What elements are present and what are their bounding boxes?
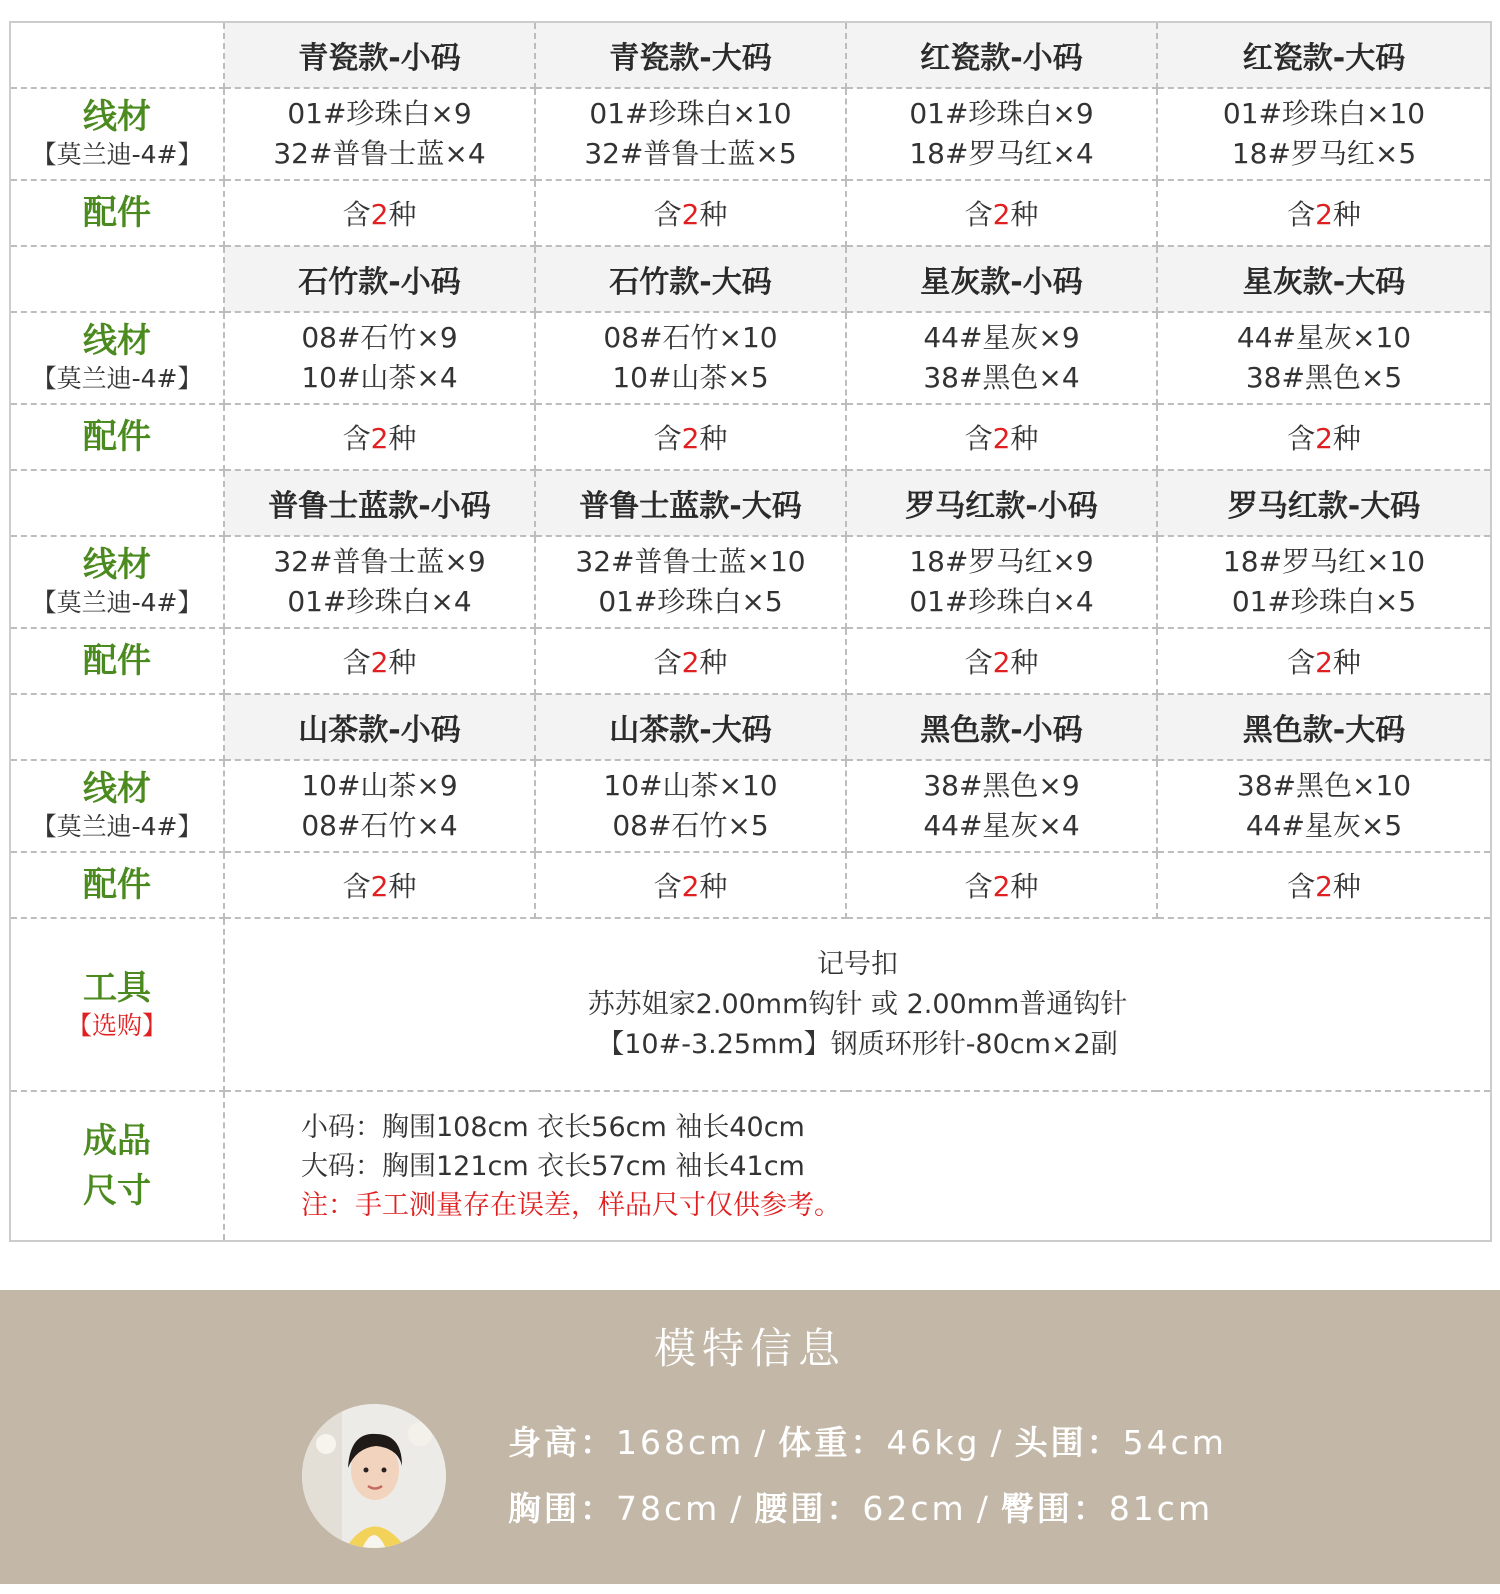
- accessory-value-cell: [1157, 852, 1491, 918]
- yarn-value-cell: [1157, 312, 1491, 404]
- accessory-prefix: 含: [653, 422, 682, 455]
- accessory-count: 2: [370, 646, 389, 679]
- accessory-count: 2: [681, 198, 700, 231]
- variant-header: 山茶款-小码: [224, 694, 535, 760]
- variant-header: 红瓷款-大码: [1157, 22, 1491, 88]
- yarn-line: 08#石竹×9: [301, 321, 458, 354]
- yarn-label: 线材: [83, 545, 151, 585]
- accessory-prefix: 含: [653, 646, 682, 679]
- yarn-value-cell: [846, 312, 1157, 404]
- stat-value: 81cm: [1108, 1489, 1214, 1528]
- yarn-row: [10, 760, 1491, 852]
- header-row: [10, 470, 1491, 536]
- yarn-line: 18#罗马红×4: [909, 137, 1094, 170]
- yarn-line: 10#山茶×10: [603, 769, 778, 802]
- yarn-label: 线材: [83, 97, 151, 137]
- accessory-count: 2: [370, 870, 389, 903]
- variant-header: 星灰款-小码: [846, 246, 1157, 312]
- yarn-line: 01#珍珠白×4: [287, 585, 472, 618]
- yarn-line: 38#黑色×5: [1245, 361, 1403, 394]
- yarn-line: 08#石竹×5: [612, 809, 769, 842]
- accessory-value-cell: [535, 180, 846, 246]
- stat-value: 46kg: [886, 1423, 981, 1462]
- accessory-count: 2: [1315, 870, 1333, 903]
- stat-key: 臀围：: [1000, 1489, 1109, 1528]
- stat-key: 腰围：: [754, 1489, 863, 1528]
- header-blank-cell: [10, 246, 224, 312]
- accessory-suffix: 种: [1332, 422, 1361, 455]
- variant-header: 石竹款-小码: [224, 246, 535, 312]
- accessory-count: 2: [992, 198, 1011, 231]
- yarn-line: 01#珍珠白×4: [909, 585, 1094, 618]
- accessory-label-cell: [10, 628, 224, 694]
- yarn-line: 01#珍珠白×9: [909, 97, 1094, 130]
- variant-header: 山茶款-大码: [535, 694, 846, 760]
- yarn-line: 18#罗马红×10: [1222, 545, 1426, 578]
- accessory-suffix: 种: [1010, 422, 1039, 455]
- accessory-value-cell: [1157, 180, 1491, 246]
- accessory-prefix: 含: [342, 198, 371, 231]
- accessory-value-cell: [224, 404, 535, 470]
- yarn-row: [10, 536, 1491, 628]
- accessory-count: 2: [681, 422, 700, 455]
- stat-separator: /: [976, 1489, 991, 1528]
- yarn-value-cell: [846, 536, 1157, 628]
- yarn-line: 01#珍珠白×5: [1231, 585, 1417, 618]
- accessory-prefix: 含: [964, 422, 993, 455]
- yarn-line: 44#星灰×4: [923, 809, 1080, 842]
- yarn-line: 32#普鲁士蓝×5: [584, 137, 797, 170]
- accessory-count: 2: [1315, 646, 1333, 679]
- tools-line: 苏苏姐家2.00mm钩针 或 2.00mm普通钩针: [587, 988, 1128, 1020]
- accessory-suffix: 种: [1010, 646, 1039, 679]
- yarn-line: 32#普鲁士蓝×9: [273, 545, 486, 578]
- accessory-label-cell: [10, 180, 224, 246]
- yarn-line: 10#山茶×4: [301, 361, 458, 394]
- accessory-label: 配件: [83, 865, 151, 905]
- variant-header: 星灰款-大码: [1157, 246, 1491, 312]
- yarn-value-cell: [846, 88, 1157, 180]
- accessory-value-cell: [846, 404, 1157, 470]
- accessory-suffix: 种: [1010, 198, 1039, 231]
- tools-line: 【10#-3.25mm】钢质环形针-80cm×2副: [597, 1028, 1118, 1060]
- yarn-value-cell: [1157, 88, 1491, 180]
- model-stats-row-1: [508, 1410, 1227, 1476]
- accessory-suffix: 种: [388, 198, 417, 231]
- yarn-line: 01#珍珠白×10: [589, 97, 792, 130]
- yarn-line: 44#星灰×10: [1236, 321, 1412, 354]
- tools-sub-label: 【选购】: [66, 1010, 167, 1040]
- yarn-line: 08#石竹×10: [603, 321, 778, 354]
- accessory-value-cell: [846, 628, 1157, 694]
- accessory-value-cell: [535, 852, 846, 918]
- header-blank-cell: [10, 22, 224, 88]
- accessory-suffix: 种: [1332, 646, 1361, 679]
- yarn-value-cell: [1157, 760, 1491, 852]
- variant-header: 黑色款-小码: [846, 694, 1157, 760]
- accessory-row: [10, 852, 1491, 918]
- model-info-title: 模特信息: [653, 1324, 846, 1373]
- accessory-prefix: 含: [653, 870, 682, 903]
- header-row: [10, 694, 1491, 760]
- yarn-line: 38#黑色×10: [1236, 769, 1412, 802]
- accessory-value-cell: [1157, 404, 1491, 470]
- tools-line: 记号扣: [817, 948, 898, 980]
- variant-header: 青瓷款-大码: [535, 22, 846, 88]
- accessory-prefix: 含: [653, 198, 682, 231]
- header-blank-cell: [10, 694, 224, 760]
- accessory-count: 2: [992, 870, 1011, 903]
- yarn-line: 18#罗马红×5: [1231, 137, 1417, 170]
- variant-header: 普鲁士蓝款-大码: [535, 470, 846, 536]
- accessory-label-cell: [10, 852, 224, 918]
- stat-value: 54cm: [1122, 1423, 1227, 1462]
- variant-header: 普鲁士蓝款-小码: [224, 470, 535, 536]
- accessory-suffix: 种: [388, 422, 417, 455]
- accessory-value-cell: [1157, 628, 1491, 694]
- yarn-line: 32#普鲁士蓝×10: [575, 545, 806, 578]
- accessory-prefix: 含: [1287, 198, 1316, 231]
- yarn-label-cell: [10, 760, 224, 852]
- header-row: [10, 22, 1491, 88]
- accessory-label: 配件: [83, 641, 151, 681]
- tools-label: 工具: [83, 967, 151, 1008]
- accessory-value-cell: [224, 180, 535, 246]
- size-label-cell: [10, 1091, 224, 1241]
- yarn-line: 01#珍珠白×5: [598, 585, 783, 618]
- accessory-prefix: 含: [342, 646, 371, 679]
- yarn-label-cell: [10, 536, 224, 628]
- yarn-sub-label: 【莫兰迪-4#】: [31, 140, 203, 169]
- accessory-count: 2: [1315, 198, 1333, 231]
- yarn-line: 44#星灰×5: [1245, 809, 1403, 842]
- accessory-count: 2: [370, 422, 389, 455]
- accessory-row: [10, 404, 1491, 470]
- model-portrait-icon: [302, 1404, 446, 1548]
- accessory-suffix: 种: [699, 198, 728, 231]
- yarn-label-cell: [10, 312, 224, 404]
- stat-separator: /: [990, 1423, 1005, 1462]
- yarn-line: 38#黑色×4: [923, 361, 1080, 394]
- model-avatar: [302, 1404, 446, 1548]
- variant-header: 红瓷款-小码: [846, 22, 1157, 88]
- accessory-count: 2: [992, 422, 1011, 455]
- accessory-prefix: 含: [342, 422, 371, 455]
- yarn-value-cell: [1157, 536, 1491, 628]
- spec-table: [9, 21, 1492, 1242]
- accessory-value-cell: [846, 852, 1157, 918]
- accessory-suffix: 种: [388, 870, 417, 903]
- variant-header: 石竹款-大码: [535, 246, 846, 312]
- accessory-prefix: 含: [964, 870, 993, 903]
- accessory-prefix: 含: [964, 646, 993, 679]
- yarn-value-cell: [535, 760, 846, 852]
- accessory-value-cell: [535, 628, 846, 694]
- header-blank-cell: [10, 470, 224, 536]
- yarn-label: 线材: [83, 321, 151, 361]
- variant-header: 罗马红款-小码: [846, 470, 1157, 536]
- yarn-sub-label: 【莫兰迪-4#】: [31, 364, 203, 393]
- yarn-label-cell: [10, 88, 224, 180]
- accessory-count: 2: [992, 646, 1011, 679]
- stat-key: 身高：: [508, 1423, 616, 1462]
- stat-key: 头围：: [1014, 1423, 1123, 1462]
- yarn-value-cell: [535, 536, 846, 628]
- spec-table-wrap: [9, 21, 1490, 1249]
- yarn-line: 10#山茶×5: [612, 361, 769, 394]
- stat-value: 78cm: [616, 1489, 721, 1528]
- accessory-value-cell: [846, 180, 1157, 246]
- variant-header: 黑色款-大码: [1157, 694, 1491, 760]
- yarn-value-cell: [224, 312, 535, 404]
- variant-header: 罗马红款-大码: [1157, 470, 1491, 536]
- model-stats: [508, 1410, 1227, 1542]
- accessory-suffix: 种: [388, 646, 417, 679]
- size-small: 小码：胸围108cm 衣长56cm 袖长40cm: [301, 1111, 805, 1143]
- yarn-label: 线材: [83, 769, 151, 809]
- accessory-suffix: 种: [699, 422, 728, 455]
- stat-key: 体重：: [778, 1423, 887, 1462]
- accessory-suffix: 种: [1332, 198, 1361, 231]
- accessory-count: 2: [681, 646, 700, 679]
- accessory-suffix: 种: [1010, 870, 1039, 903]
- accessory-count: 2: [370, 198, 389, 231]
- yarn-value-cell: [224, 536, 535, 628]
- accessory-prefix: 含: [1287, 646, 1316, 679]
- size-note: 注：手工测量存在误差，样品尺寸仅供参考。: [301, 1189, 841, 1221]
- accessory-count: 2: [681, 870, 700, 903]
- accessory-value-cell: [224, 628, 535, 694]
- size-label-2: 尺寸: [83, 1171, 151, 1211]
- stat-key: 胸围：: [508, 1489, 616, 1528]
- accessory-count: 2: [1315, 422, 1333, 455]
- yarn-line: 08#石竹×4: [301, 809, 458, 842]
- accessory-row: [10, 628, 1491, 694]
- model-stats-row-2: [508, 1476, 1227, 1542]
- model-info-panel: [0, 1290, 1500, 1584]
- yarn-sub-label: 【莫兰迪-4#】: [31, 812, 203, 841]
- stat-value: 168cm: [616, 1423, 745, 1462]
- tools-value-cell: [224, 918, 1491, 1091]
- accessory-label: 配件: [83, 417, 151, 457]
- yarn-value-cell: [224, 88, 535, 180]
- yarn-value-cell: [224, 760, 535, 852]
- accessory-row: [10, 180, 1491, 246]
- accessory-label-cell: [10, 404, 224, 470]
- yarn-row: [10, 312, 1491, 404]
- accessory-suffix: 种: [699, 870, 728, 903]
- yarn-line: 44#星灰×9: [923, 321, 1080, 354]
- accessory-suffix: 种: [699, 646, 728, 679]
- yarn-line: 38#黑色×9: [923, 769, 1080, 802]
- stat-separator: /: [754, 1423, 769, 1462]
- size-value-cell: [224, 1091, 1491, 1241]
- stat-separator: /: [730, 1489, 745, 1528]
- size-label-1: 成品: [83, 1121, 151, 1161]
- tools-label-cell: [10, 918, 224, 1091]
- accessory-label: 配件: [83, 193, 151, 233]
- yarn-sub-label: 【莫兰迪-4#】: [31, 588, 203, 617]
- variant-header: 青瓷款-小码: [224, 22, 535, 88]
- yarn-value-cell: [535, 312, 846, 404]
- yarn-row: [10, 88, 1491, 180]
- accessory-suffix: 种: [1332, 870, 1361, 903]
- tools-row: [10, 918, 1491, 1091]
- accessory-value-cell: [224, 852, 535, 918]
- yarn-value-cell: [846, 760, 1157, 852]
- accessory-prefix: 含: [964, 198, 993, 231]
- yarn-value-cell: [535, 88, 846, 180]
- accessory-prefix: 含: [342, 870, 371, 903]
- size-large: 大码：胸围121cm 衣长57cm 袖长41cm: [301, 1150, 805, 1182]
- accessory-value-cell: [535, 404, 846, 470]
- yarn-line: 01#珍珠白×10: [1222, 97, 1426, 130]
- stat-value: 62cm: [862, 1489, 967, 1528]
- yarn-line: 18#罗马红×9: [909, 545, 1094, 578]
- accessory-prefix: 含: [1287, 870, 1316, 903]
- yarn-line: 01#珍珠白×9: [287, 97, 472, 130]
- size-row: [10, 1091, 1491, 1241]
- accessory-prefix: 含: [1287, 422, 1316, 455]
- header-row: [10, 246, 1491, 312]
- yarn-line: 10#山茶×9: [301, 769, 458, 802]
- yarn-line: 32#普鲁士蓝×4: [273, 137, 486, 170]
